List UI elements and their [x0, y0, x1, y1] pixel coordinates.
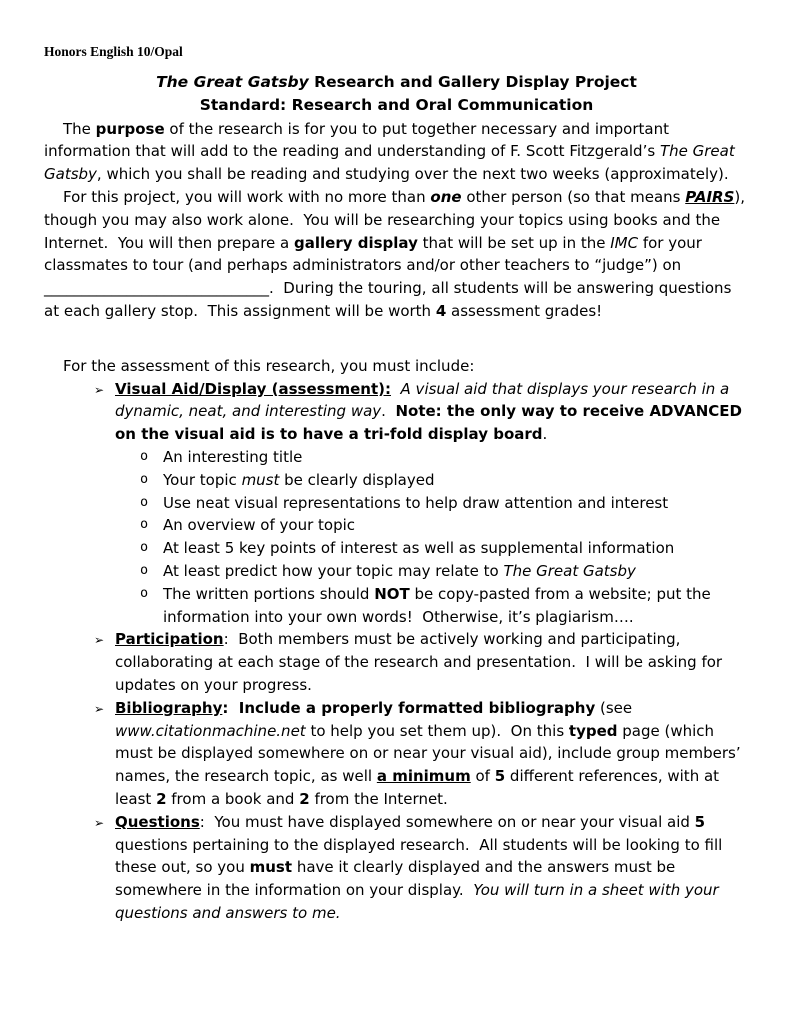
arrow-bullet-icon: ➢ — [94, 701, 105, 716]
title-line-2 — [44, 94, 749, 118]
text-run: Bibliography — [115, 698, 223, 717]
text-run: For the assessment of this research, you must include: — [63, 356, 475, 375]
text-run: assessment grades! — [446, 301, 603, 320]
text-run: An interesting title — [163, 447, 303, 466]
text-run: typed — [568, 721, 618, 740]
text-run: IMC — [610, 233, 639, 252]
text-run: 5 — [694, 812, 706, 831]
text-run: gallery display — [294, 233, 418, 252]
text-run: purpose — [95, 119, 165, 138]
text-run: from a book and — [166, 789, 300, 808]
section-gap — [44, 323, 749, 355]
assessment-intro — [44, 355, 749, 378]
text-run: Research and Gallery Display Project — [308, 72, 637, 91]
bullet-text — [163, 583, 749, 629]
text-run: . — [542, 425, 548, 444]
bullet-text — [163, 537, 749, 560]
text-run: The written portions should — [163, 584, 375, 603]
arrow-bullet-icon: ➢ — [94, 382, 105, 397]
text-run: Visual Aid/Display (assessment): — [115, 379, 391, 398]
text-run: 5 — [494, 767, 506, 786]
questions-bullet — [44, 811, 749, 925]
text-run: be copy-pasted from a website; put the information into your own words! Otherwise, it’s plagiarism…. — [163, 584, 716, 626]
circle-bullet-icon: o — [140, 516, 149, 533]
document-body — [44, 71, 749, 925]
title-line-1 — [44, 71, 749, 95]
bibliography-bullet — [44, 697, 749, 811]
text-run: of the research is for you to put together necessary and important information that will add to the reading and understanding of F. Scott Fitzgerald’s — [44, 119, 674, 161]
sub-bullet-visual-representations — [44, 492, 749, 515]
text-run: Your topic — [163, 470, 242, 489]
sub-bullet-no-copy-paste — [44, 583, 749, 629]
text-run: . During the touring, all students will be answering questions at each gallery stop. This assignment will be worth — [44, 279, 737, 320]
text-run: one — [430, 188, 462, 206]
text-run: www.citationmachine.net — [115, 721, 306, 740]
bullet-text — [115, 378, 749, 446]
text-run: 2 — [299, 789, 310, 808]
participation-bullet — [44, 628, 749, 696]
purpose-paragraph — [44, 118, 749, 186]
text-run: from the Internet. — [309, 789, 448, 808]
circle-bullet-icon: o — [140, 493, 149, 510]
text-run: Participation — [115, 630, 224, 649]
text-run: other person (so that means — [461, 188, 686, 206]
course-header: Honors English 10/Opal — [44, 44, 183, 59]
sub-bullet-topic-displayed — [44, 469, 749, 492]
text-run: PAIRS — [685, 188, 735, 206]
bullet-text — [163, 446, 749, 469]
text-run: 2 — [156, 789, 167, 808]
bullet-text — [163, 560, 749, 583]
text-run — [391, 380, 401, 398]
text-run: Use neat visual representations to help draw attention and interest — [163, 493, 669, 512]
text-run: The Great Gatsby — [503, 561, 636, 580]
circle-bullet-icon: o — [140, 539, 149, 556]
text-run: have it clearly displayed and the answers must be somewhere in the information on your display. — [115, 858, 681, 900]
fill-in-blank: ______________________________ — [44, 279, 269, 298]
text-run: ), though you may also work alone. You will be researching your topics using books and the Internet. You will then prepare a — [44, 188, 750, 252]
text-run: be clearly displayed — [279, 470, 435, 489]
text-run: , which you shall be reading and studying over the next two weeks (approximately). — [96, 165, 729, 184]
text-run: different references, with at least — [115, 767, 724, 808]
text-run: The Great Gatsby — [44, 142, 740, 184]
text-run: You will turn in a sheet with your questions and answers to me. — [115, 881, 724, 922]
bullet-text — [163, 492, 749, 515]
bullet-text — [163, 514, 749, 537]
text-run: page (which must be displayed somewhere on or near your visual aid), include group members’ names, the research topic, as well — [115, 721, 746, 786]
text-run: Note: the only way to receive ADVANCED on the visual aid is to have a tri-fold display board — [115, 402, 748, 444]
text-run: that will be set up in the — [417, 233, 611, 252]
bullet-text — [115, 697, 749, 811]
text-run: must — [249, 858, 293, 877]
circle-bullet-icon: o — [140, 561, 149, 578]
sub-bullet-interesting-title — [44, 446, 749, 469]
bullet-text — [115, 628, 749, 696]
text-run: . — [381, 402, 396, 421]
text-run: : You must have displayed somewhere on or near your visual aid — [199, 812, 695, 831]
text-run: The — [63, 119, 96, 138]
project-paragraph — [44, 186, 749, 323]
text-run: to help you set them up). On this — [305, 721, 569, 740]
text-run: At least predict how your topic may relate to — [163, 561, 504, 580]
circle-bullet-icon: o — [140, 470, 149, 487]
text-run: The Great Gatsby — [156, 72, 309, 91]
circle-bullet-icon: o — [140, 584, 149, 601]
circle-bullet-icon: o — [140, 447, 149, 464]
text-run: 4 — [435, 301, 447, 320]
text-run: NOT — [374, 584, 410, 603]
text-run: of — [470, 767, 495, 786]
sub-bullet-key-points — [44, 537, 749, 560]
text-run: for your classmates to tour (and perhaps administrators and/or other teachers to “judge”) on — [44, 233, 707, 275]
text-run: must — [241, 470, 280, 489]
text-run: (see — [595, 698, 637, 717]
bullet-text — [163, 469, 749, 492]
text-run: A visual aid that displays your research in a dynamic, neat, and interesting way — [115, 379, 735, 421]
sub-bullet-overview — [44, 514, 749, 537]
sub-bullet-relate-to-gatsby — [44, 560, 749, 583]
text-run: Questions — [115, 812, 200, 831]
text-run: a minimum — [376, 767, 471, 786]
text-run: An overview of your topic — [163, 516, 356, 535]
text-run: Standard: Research and Oral Communication — [199, 96, 594, 115]
text-run: For this project, you will work with no more than — [63, 188, 431, 206]
text-run: : Both members must be actively working and participating, collaborating at each stage of the research and presentation. I will be asking for updates on your progress. — [115, 630, 727, 694]
visual-aid-bullet — [44, 378, 749, 446]
bullet-text — [115, 811, 749, 925]
text-run: : Include a properly formatted bibliography — [222, 698, 596, 717]
arrow-bullet-icon: ➢ — [94, 633, 105, 648]
arrow-bullet-icon: ➢ — [94, 815, 105, 830]
text-run: At least 5 key points of interest as well as supplemental information — [163, 539, 675, 558]
text-run: questions pertaining to the displayed research. All students will be looking to fill these out, so you — [115, 812, 728, 877]
